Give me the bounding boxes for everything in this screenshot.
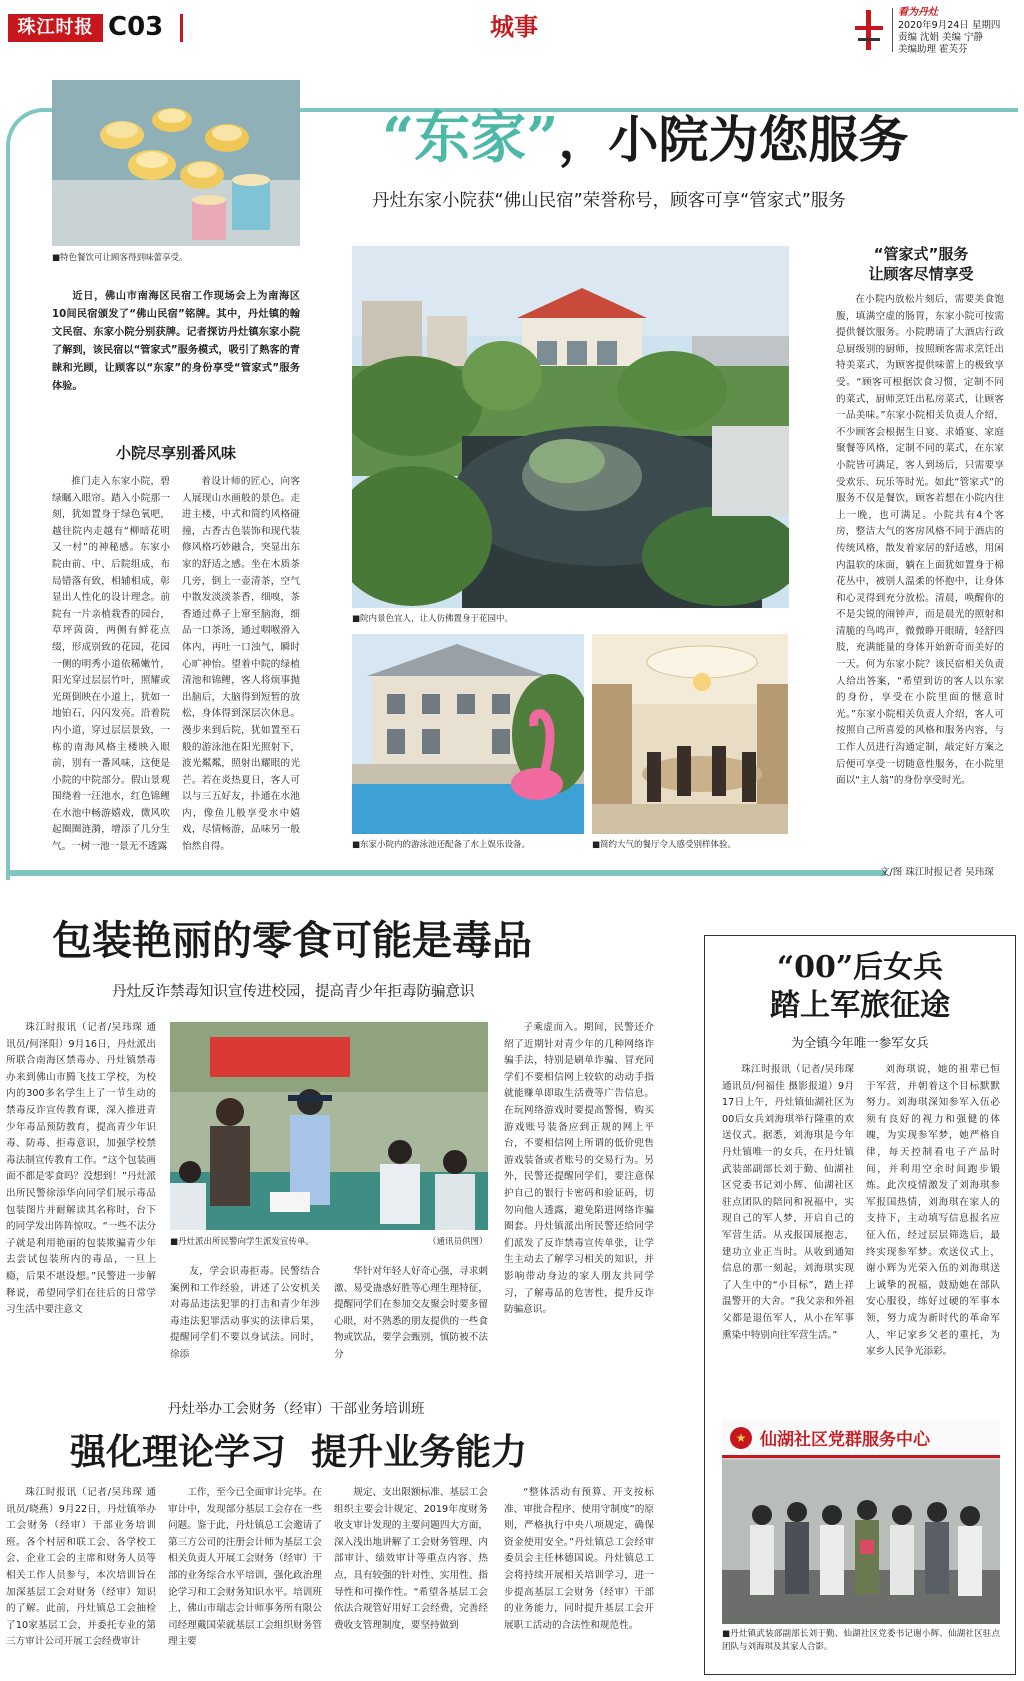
feature-byline: 文/图 珠江时报记者 吴玮琛 [880,867,994,878]
feature-body-col2: 着设计师的匠心，向客人展现山水画般的景色。走进主楼，中式和简约风格碰撞，古香古色装饰和现代装修风格巧妙融合，突显出东家的舒适之感。坐在木质茶几旁，倒上一壶清茶，空气中散发淡淡茶香，细嗅，茶香通过鼻子上窜至脑海，细品一口茶汤，通过咽喉滑入体内，再吐一口浊气，瞬时心旷神怡。望着中院的绿植清池和锦鲤，客人将烦事抛出脑后，大脑得到短暂的放松，身体得到深层次休息。漫步来到后院，犹如置至石般的游泳池在阳光照射下，波光粼粼，照射出耀眼的光芒。若在炎热夏日，客人可以与三五好友，扑通在水池内，像鱼儿般享受水中嬉戏，尽情畅游，品味另一般怡然自得。 [182,476,300,853]
section-name: 城事 [490,13,538,41]
drug-col-b: 华针对年轻人好奇心强，寻求刺激、易受蛊惑好胜等心理生理特征，提醒同学们在参加交友聚会时要多留心眼，对不熟悉的朋友提供的一些食物或饮品，要学会甄别，慎防被不法分 [334,1266,488,1360]
brand-divider [892,8,893,52]
union-col3: 规定、支出限额标准、基层工会组织主要会计规定、2019年度财务收支审计发现的主要问题四大方面，深入浅出地讲解了工会财务管理、内部审计、绩效审计等重点内容、热点，具有较强的针对性、实用性、指导性和可操作性。“希望各基层工会依法合规管好用好工会经费，完善经费收支管理制度，要坚持做到 [334,1487,488,1631]
brand-icon [852,8,886,52]
feature-title-quote: “东家” [382,105,559,171]
caption-classroom: ■丹灶派出所民警向学生派发宣传单。 [170,1237,315,1247]
brand-name: 看为丹灶 [898,7,938,18]
caption-classroom-credit: （通讯员供图） [428,1237,488,1247]
masthead-divider [180,14,183,42]
food-photo [52,80,300,246]
caption-villa: ■院内景色宜人，让人仿佛置身于花园中。 [352,614,514,624]
masthead [0,0,1024,60]
feature-bottom-bar [6,870,886,876]
soldier-subtitle: 为全镇今年唯一参军女兵 [791,1035,929,1050]
feature-body-col1: 推门走入东家小院，碧绿瞩入眼帘。踏入小院那一刻，犹如置身于绿色氧吧，越往院内走越有“柳暗花明又一村”的神秘感。东家小院由前、中、后院组成，布局错落有致，相辅相成，彰显出人性化的设计理念。前院有一片亲植栽香的园台，草坪茵茵，两侧有鲜花点缀，形成别致的花园，花园一侧的明秀小道依稀嫩竹，阳光穿过层层竹叶，照耀或光斑倒映在小道上，犹如一地铂石，闪闪发亮。沿着院内小道，穿过层层景致，一栋的南海风格主楼映入眼前，别有一番风味，这便是小院的中院部分。假山景观围绕着一汪池水，红色锦鲤在水池中畅游嬉戏，微风吹起圈圈涟漪，增添了几分生气。一树一池一景无不透露 [52,476,170,853]
feature-subtitle: 丹灶东家小院获“佛山民宿”荣誉称号，顾客可享“管家式”服务 [372,191,846,211]
drug-article-subtitle: 丹灶反诈禁毒知识宣传进校园，提高青少年拒毒防骗意识 [112,984,475,1000]
feature-title [382,106,1002,176]
feature-title-rest: ，小院为您服务 [558,110,909,169]
classroom-photo [170,1022,488,1230]
soldier-title-text: 后女兵 [853,950,944,985]
subhead-courtyard: 小院尽享别番风味 [115,444,236,462]
caption-food: ■特色餐饮可让顾客得到味蕾享受。 [52,253,188,263]
paper-name-logo: 珠江时报 [8,14,103,42]
editor-line-2: 美编助理 霍芙芬 [898,44,968,55]
soldier-group-photo [722,1420,1000,1624]
date-line: 2020年9月24日 星期四 [898,20,1001,31]
soldier-title-line2: 踏上军旅征途 [770,988,950,1023]
soldier-col1: 珠江时报讯（记者/吴玮琛 通讯员/何福佳 摄影报道）9月17日上午，丹灶镇仙湖社区为00后女兵刘海琪举行隆重的欢送仪式。据悉，刘海琪是今年丹灶镇唯一的女兵，在丹灶镇武装部副部长刘于勤、仙湖社区党委书记刘小辉、仙湖社区驻点团队的陪同和祝福中，实现自己的军人梦，开启自己的军营生活。从戎报国展抱志，建功立业正当时。从收到通知信息的那一刻起，刘海琪实现了人生中的“小目标”，踏上祥温警开的大舍。“我父亲和外祖父都是退伍军人，从小在军事熏染中特别向往军营生活。” [722,1064,854,1341]
villa-photo [352,246,789,608]
soldier-title-line1 [704,950,1016,986]
caption-dining: ■简约大气的餐厅令人感受别样体验。 [592,840,737,850]
pool-photo [352,634,584,834]
feature-body-col3: 在小院内放松片刻后，需要美食饱腹，填满空虚的肠胃，东家小院可按需提供餐饮服务。小院聘请了大酒店行政总厨级别的厨师，按照顾客需求烹饪出特美菜式，为顾客提供味蕾上的极致享受。“顾客可根据饮食习惯，定制不同的菜式，厨师烹饪出私房菜式，让顾客一品美味。”东家小院相关负责人介绍，不少顾客会根据生日宴、求婚宴、家庭聚餐等风格，定制不同的菜式，在东家小院皆可满足，客人到场后，只需要享受欢乐、玩乐等时光。如此“管家式”的服务不仅是餐饮，顾客若想在小院内住上一晚，也可满足。小院共有4个客房，整洁大气的客房风格不同于酒店的传统风格，散发着家居的舒适感，用闲内温软的床面，躺在上面犹如置身于棉花丛中，被别人温柔的怀抱中，让身体和心灵得到充分放松。清晨，唤醒你的不是尖锐的闹钟声，而是晨光的照射和清脆的鸟鸣声，微微睁开眼睛，轻舒四肢，充满能量的身体开始新奇而美好的一天。何为东家小院？该民宿相关负责人给出答案，“希望到访的客人以东家的身份，享受在小院里面的惬意时光。”东家小院相关负责人介绍，客人可按照自己所喜爱的风格和服务内容，与工作人员进行沟通定制，敲定好方案之后便可享受一切随意性服务，在小院里面以“主人翁”的身份享受时光。 [836,294,1004,787]
union-title: 强化理论学习 提升业务能力 [70,1431,528,1473]
feature-lead: 近日，佛山市南海区民宿工作现场会上为南海区10间民宿颁发了“佛山民宿”铭牌。其中，丹灶镇的翰文民宿、东家小院分别获牌。记者探访丹灶镇东家小院了解到，该民宿以“管家式”服务模式，吸引了熟客的青睐和光顾，让顾客以“东家”的身份享受“管家式”服务体验。 [52,291,300,392]
editor-line-1: 责编 沈娟 美编 宁静 [898,32,984,43]
dining-photo [592,634,788,834]
soldier-col2: 刘海琪说，她的祖辈已恒于军营，并朝着这个目标默默努力。刘海琪深知参军入伍必须有良好的视力和强健的体魄，为实现参军梦，她严格自律，每天控制看电子产品时间，并利用空余时间跑步锻炼。此次疫情激发了刘海琪参军报国热情，刘海琪在家人的支持下，主动填写信息报名应征入伍，经过层层筛选后，最终实现参军梦。欢送仪式上，谢小辉为光荣入伍的刘海琪送上诚挚的祝福，鼓励她在部队安心服役，练好过硬的军事本领，努力成为新时代的革命军人，牢记家乡父老的重托，为家乡人民争光添彩。 [866,1064,1000,1358]
soldier-title-quote: “00” [776,950,854,985]
page-number: C03 [108,12,164,42]
caption-pool: ■东家小院内的游泳池还配备了水上娱乐设备。 [352,840,531,850]
party-emblem-icon: ★ [730,1427,752,1449]
drug-article-title: 包装艳丽的零食可能是毒品 [52,917,532,964]
union-col4: “整体活动有预算、开支按标准、审批合程序、使用守制度”的原则，严格执行中央八项规定，确保资金使用安全。”丹灶镇总工会经审委员会主任林德国说。丹灶镇总工会将持续开展相关培训学习，进一步提高基层工会财务（经审）干部的业务能力，同时提升基层工会开展职工活动的合法性和规范性。 [504,1487,654,1631]
subhead-butler: “管家式”服务 让顾客尽情享受 [868,245,974,283]
photo-banner-text: 仙湖社区党群服务中心 [760,1430,930,1450]
drug-col1: 珠江时报讯（记者/吴玮琛 通讯员/何泽阳）9月16日，丹灶派出所联合南海区禁毒办、丹灶镇禁毒办来到佛山市腾飞技工学校，为校内的300多名学生上了一节生动的禁毒反诈宣传教育课，深入推进青少年毒品预防教育，提高青少年识毒、防毒、拒毒意识，加强学校禁毒法制宣传教育工作。“这个包装画面不都是零食吗？没想到！”丹灶派出所民警徐添华向同学们展示毒品包装图片并耐解读其名称时，台下的同学发出阵阵惊叹。“一些不法分子就是利用艳丽的包装欺骗青少年去尝试包装所内的毒品，一旦上瘾，后果不堪设想。”民警进一步解释说，希望同学们在往后的日常学习生活中要注意文 [6,1022,156,1316]
drug-col-a: 友，学会识毒拒毒。民警结合案例和工作经验，讲述了公安机关对毒品违法犯罪的打击和青少年涉毒违法犯罪活动事实的法律后果，提醒同学们不要以身试法。同时，徐添 [170,1266,320,1360]
photo-banner [722,1420,1000,1458]
union-col1: 珠江时报讯（记者/吴玮琛 通讯员/晓燕）9月22日，丹灶镇举办工会财务（经审）干部业务培训班。各个村居和联工会、各学校工会、企业工会的主席和财务人员等相关工作人员参与，本次培训旨在加深基层工会对财务（经审）知识的了解。此前，丹灶镇总工会抽检了10家基层工会，并委托专业的第三方审计公司开展工会经费审计 [6,1487,156,1648]
drug-col3: 子乘虚而入。期间，民警还介绍了近期针对青少年的几种网络诈骗手法，特别是刷单诈骗、冒充同学们不要相信网上较软的动动手指就能赚单即取生活费等广告信息。在玩网络游戏时要提高警惕，购买游戏账号装备应到正规的网上平台，不要相信网上所谓的低价兜售游戏装备或者账号的交易行为。另外，民警还提醒同学们，要注意保护自己的银行卡密码和验证码，切勿向他人透露，避免陷进网络诈骗圈套。丹灶镇派出所民警还给同学们派发了反诈禁毒宣传单张，让学生主动去了解学习相关的知识，并影响带动身边的家人朋友共同学习，了解毒品的危害性，提升反诈防骗意识。 [504,1022,654,1316]
union-col2: 工作，至今已全面审计完毕。在审计中，发现部分基层工会存在一些问题。鉴于此，丹灶镇总工会邀请了第三方公司的注册会计师为基层工会相关负责人开展工会财务（经审）干部的业务综合水平培训，强化政治理论学习和工会财务知识水平。培训班上，佛山市瑞志会计师事务所有限公司经理戴国荣就基层工会组织财务管理主要 [168,1487,322,1648]
union-kicker: 丹灶举办工会财务（经审）干部业务培训班 [168,1401,425,1417]
caption-soldier: ■丹灶镇武装部副部长刘于勤、仙湖社区党委书记谢小辉、仙湖社区驻点团队与刘海琪及其家人合影。 [722,1629,1000,1652]
